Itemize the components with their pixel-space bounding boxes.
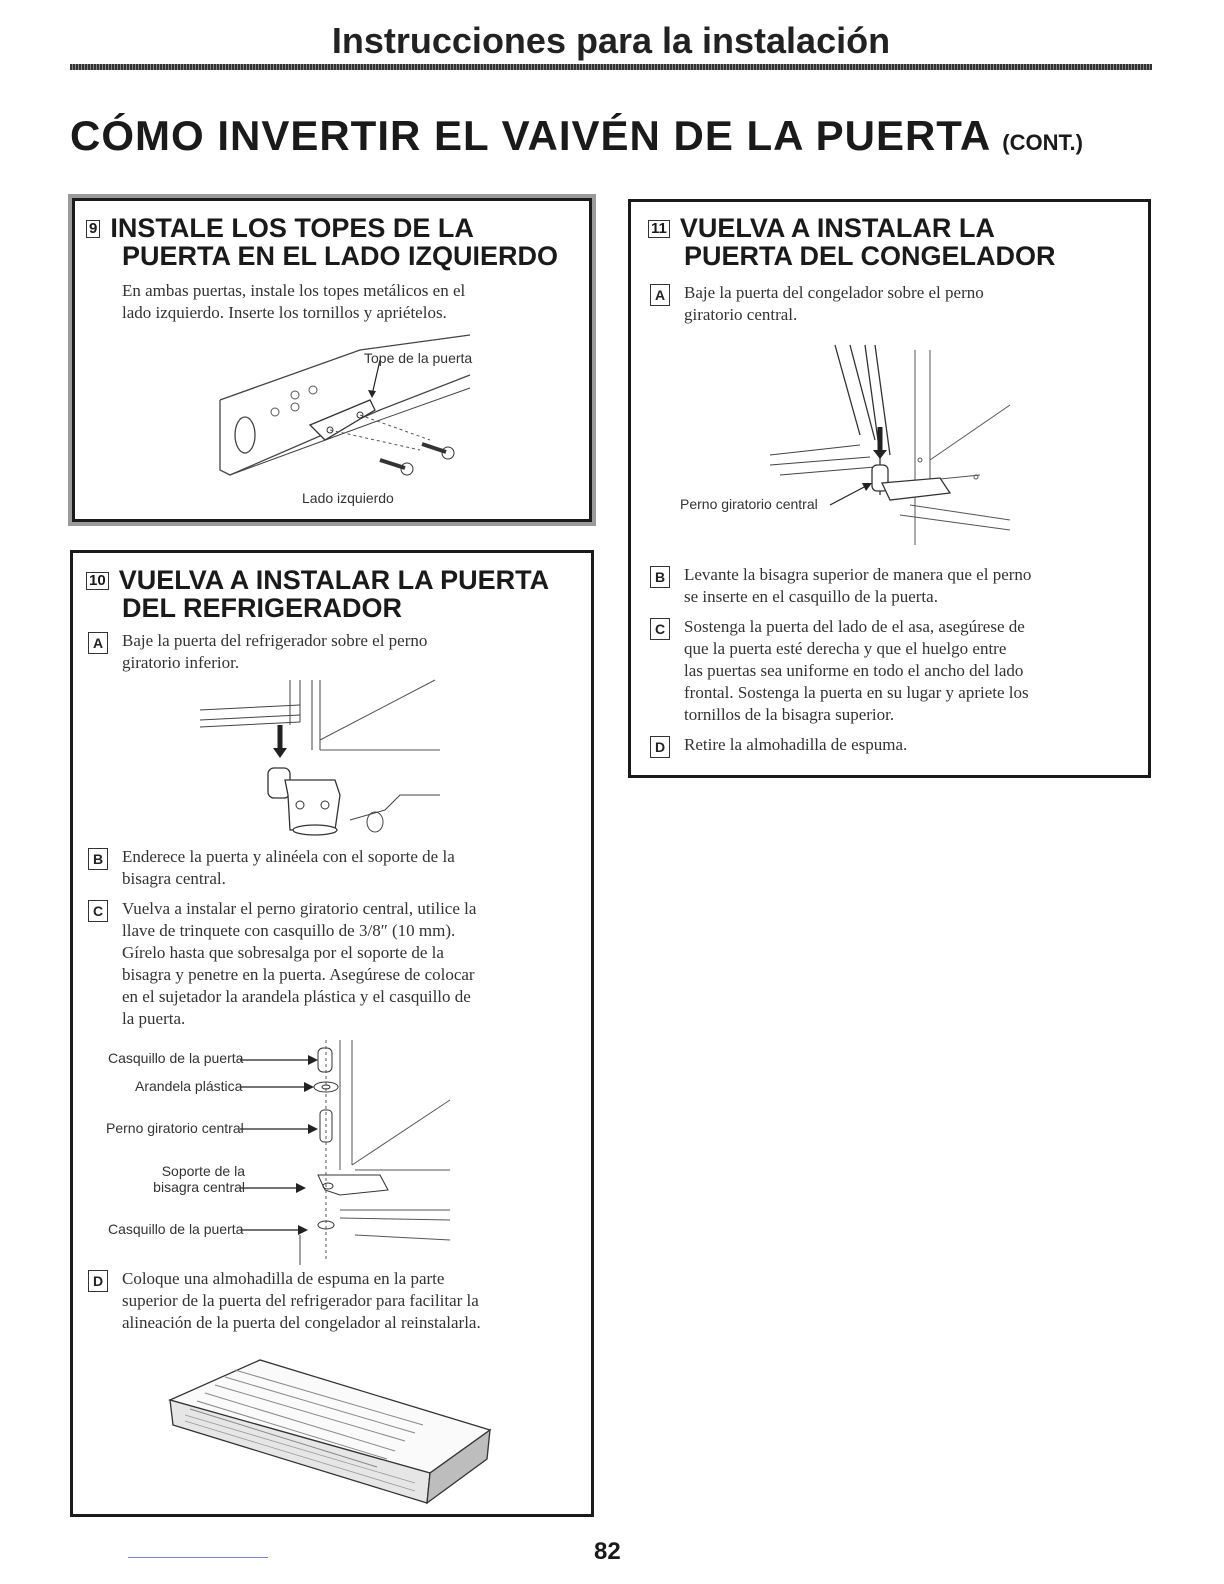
center-hinge-illustration — [770, 345, 1020, 545]
step11-c-letter: C — [650, 618, 670, 640]
label-left-side: Lado izquierdo — [302, 490, 394, 506]
label-soporte: Soporte de la bisagra central — [153, 1163, 245, 1195]
step11-a-letter: A — [650, 284, 670, 306]
footer-line — [128, 1557, 268, 1558]
step10-number: 10 — [86, 572, 109, 590]
step11-a-text: Baje la puerta del congelador sobre el perno giratorio central. — [684, 283, 984, 324]
step10-heading: 10 VUELVA A INSTALAR LA PUERTA DEL REFRIGERADOR — [86, 566, 549, 622]
step10-c-letter: C — [88, 900, 108, 922]
step10-b-text: Enderece la puerta y alinéela con el soporte de la bisagra central. — [122, 847, 455, 888]
title-main: CÓMO INVERTIR EL VAIVÉN DE LA PUERTA — [70, 112, 990, 159]
step10-b-letter: B — [88, 848, 108, 870]
label-casquillo-top: Casquillo de la puerta — [108, 1050, 244, 1066]
header-rule — [70, 64, 1152, 70]
step11-d-text: Retire la almohadilla de espuma. — [684, 735, 908, 754]
bottom-hinge-illustration — [200, 680, 440, 840]
step10-d-letter: D — [88, 1270, 108, 1292]
step11-c-text: Sostenga la puerta del lado de el asa, asegúrese de que la puerta esté derecha y que el huelgo entre las puertas sea uniforme en todo el ancho del lado frontal. Sostenga la puerta en su lugar y apriete los tornillos de la bisagra superior. — [684, 617, 1029, 724]
page-title — [70, 112, 1083, 160]
label-door-stop: Tope de la puerta — [364, 350, 473, 366]
label-perno-central: Perno giratorio central — [106, 1120, 244, 1136]
step9-text: En ambas puertas, instale los topes metálicos en el lado izquierdo. Inserte los tornillos y apriételos. — [122, 281, 466, 322]
step9-number: 9 — [86, 220, 100, 238]
center-hinge-exploded-illustration — [240, 1040, 460, 1265]
label-perno-central-11: Perno giratorio central — [680, 496, 818, 512]
page-number: 82 — [594, 1538, 621, 1565]
label-arandela: Arandela plástica — [135, 1078, 243, 1094]
step10-c-text: Vuelva a instalar el perno giratorio central, utilice la llave de trinquete con casquillo de 3/8″ (10 mm). Gírelo hasta que sobresalga por el soporte de la bisagra y penetre en la puerta. Asegúrese de colocar en el sujetador la arandela plástica y el casquillo de la puerta. — [122, 899, 477, 1028]
label-casquillo-bottom: Casquillo de la puerta — [108, 1221, 244, 1237]
page-header: Instrucciones para la instalación — [331, 20, 891, 61]
step9-heading: 9 INSTALE LOS TOPES DE LA PUERTA EN EL LADO IZQUIERDO — [86, 214, 558, 270]
step11-d-letter: D — [650, 736, 670, 758]
step10-d-text: Coloque una almohadilla de espuma en la parte superior de la puerta del refrigerador para facilitar la alineación de la puerta del congelador al reinstalarla. — [122, 1269, 481, 1332]
step11-heading: 11 VUELVA A INSTALAR LA PUERTA DEL CONGELADOR — [648, 214, 1056, 270]
step10-a-letter: A — [88, 632, 108, 654]
foam-pad-illustration — [165, 1355, 495, 1510]
title-cont: (CONT.) — [1002, 130, 1083, 155]
step10-a-text: Baje la puerta del refrigerador sobre el perno giratorio inferior. — [122, 631, 428, 672]
step11-b-text: Levante la bisagra superior de manera que el perno se inserte en el casquillo de la puerta. — [684, 565, 1032, 606]
step11-b-letter: B — [650, 566, 670, 588]
step11-number: 11 — [648, 220, 670, 238]
